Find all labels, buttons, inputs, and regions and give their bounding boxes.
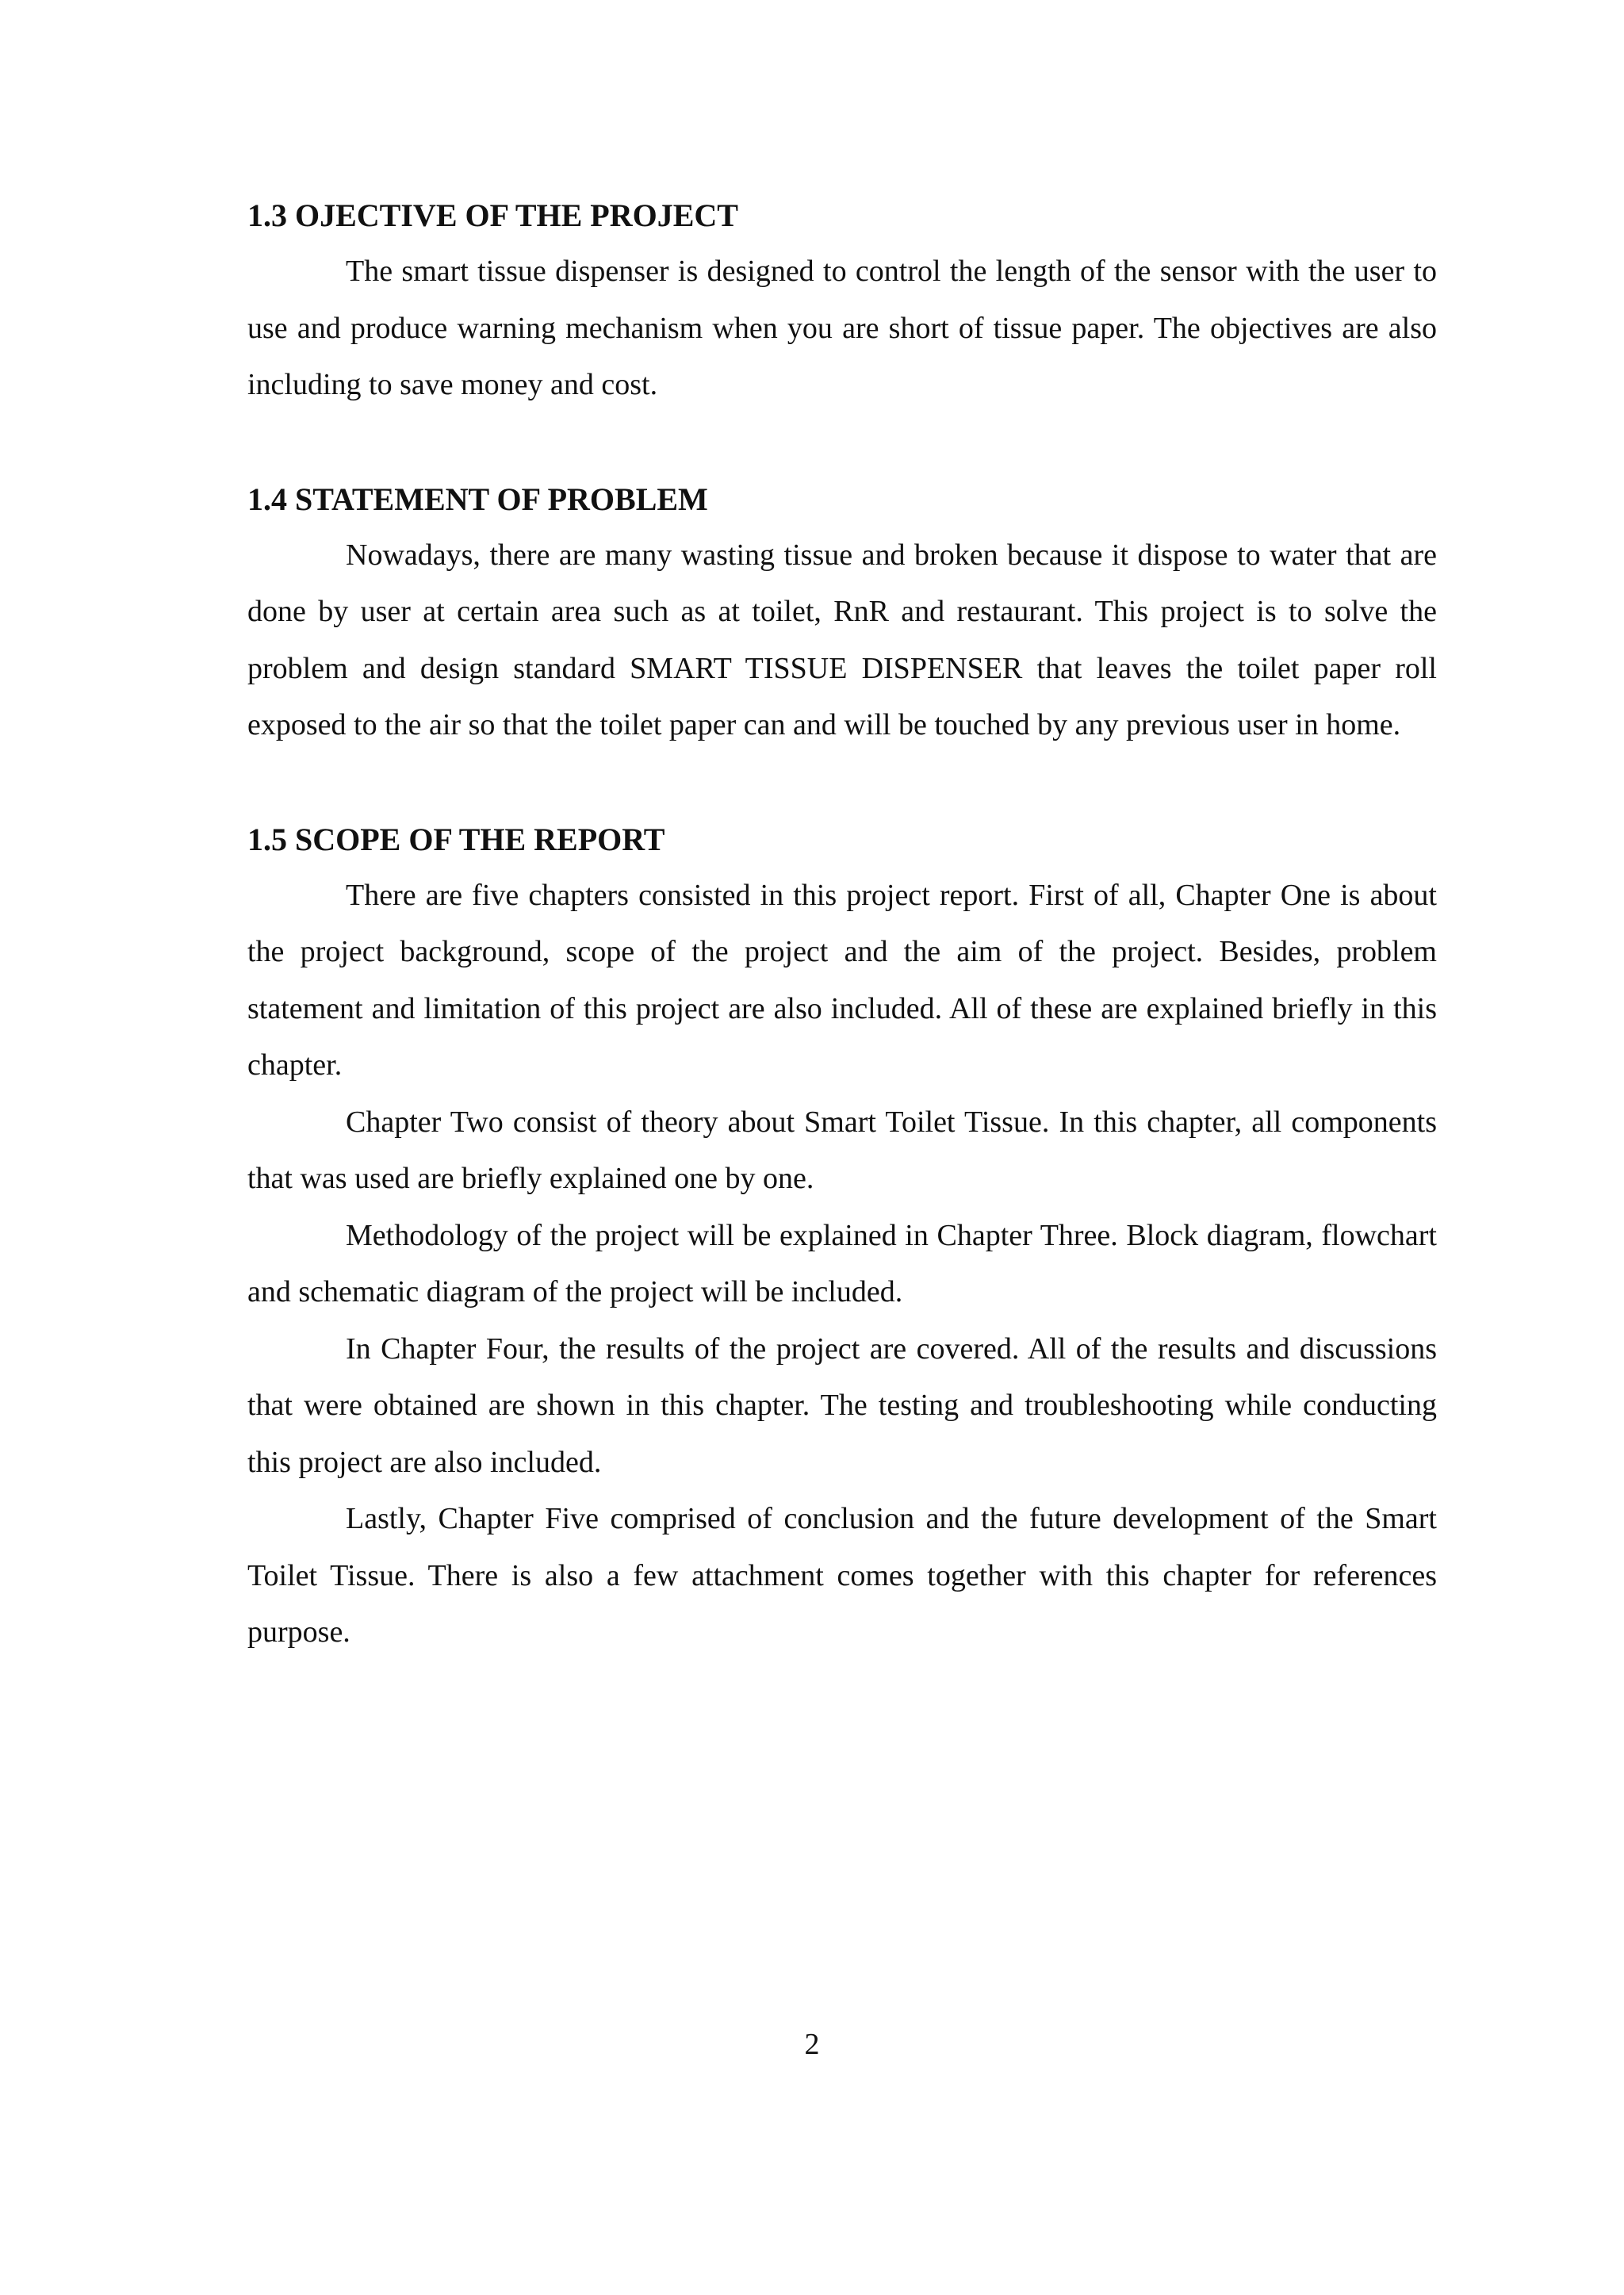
scope-paragraph-chapter-four: In Chapter Four, the results of the project are covered. All of the results and discussions that were obtained are shown in this chapter. The testing and troubleshooting while conducting this project are also included.: [247, 1331, 1437, 1479]
section-problem-statement: [247, 471, 1437, 754]
scope-paragraph-chapter-five: Lastly, Chapter Five comprised of conclusion and the future development of the Smart Toilet Tissue. There is also a few attachment comes together with this chapter for references purpose.: [247, 1502, 1437, 1649]
scope-paragraph-chapter-two: Chapter Two consist of theory about Smart Toilet Tissue. In this chapter, all components that was used are briefly explained one by one.: [247, 1105, 1437, 1195]
scope-paragraph-chapter-one: There are five chapters consisted in this project report. First of all, Chapter One is about the project background, scope of the project and the aim of the project. Besides, problem statement and limitation of this project are also included. All of these are explained briefly in this chapter.: [247, 878, 1437, 1082]
section-heading-problem-statement: 1.4 STATEMENT OF PROBLEM: [247, 481, 708, 517]
section-heading-objective: 1.3 OJECTIVE OF THE PROJECT: [247, 197, 738, 233]
page-content: [247, 187, 1437, 1718]
section-scope: [247, 811, 1437, 1661]
page-number: 2: [804, 2028, 820, 2061]
problem-statement-paragraph: Nowadays, there are many wasting tissue and broken because it dispose to water that are done by user at certain area such as at toilet, RnR and restaurant. This project is to solve the problem and design standard SMART TISSUE DISPENSER that leaves the toilet paper roll exposed to the air so that the toilet paper can and will be touched by any previous user in home.: [247, 538, 1437, 741]
scope-paragraph-chapter-three: Methodology of the project will be explained in Chapter Three. Block diagram, flowchart and schematic diagram of the project will be included.: [247, 1218, 1437, 1308]
objective-paragraph: The smart tissue dispenser is designed to control the length of the sensor with the user to use and produce warning mechanism when you are short of tissue paper. The objectives are also including to save money and cost.: [247, 255, 1437, 401]
section-objective: [247, 187, 1437, 414]
section-heading-scope: 1.5 SCOPE OF THE REPORT: [247, 821, 665, 857]
